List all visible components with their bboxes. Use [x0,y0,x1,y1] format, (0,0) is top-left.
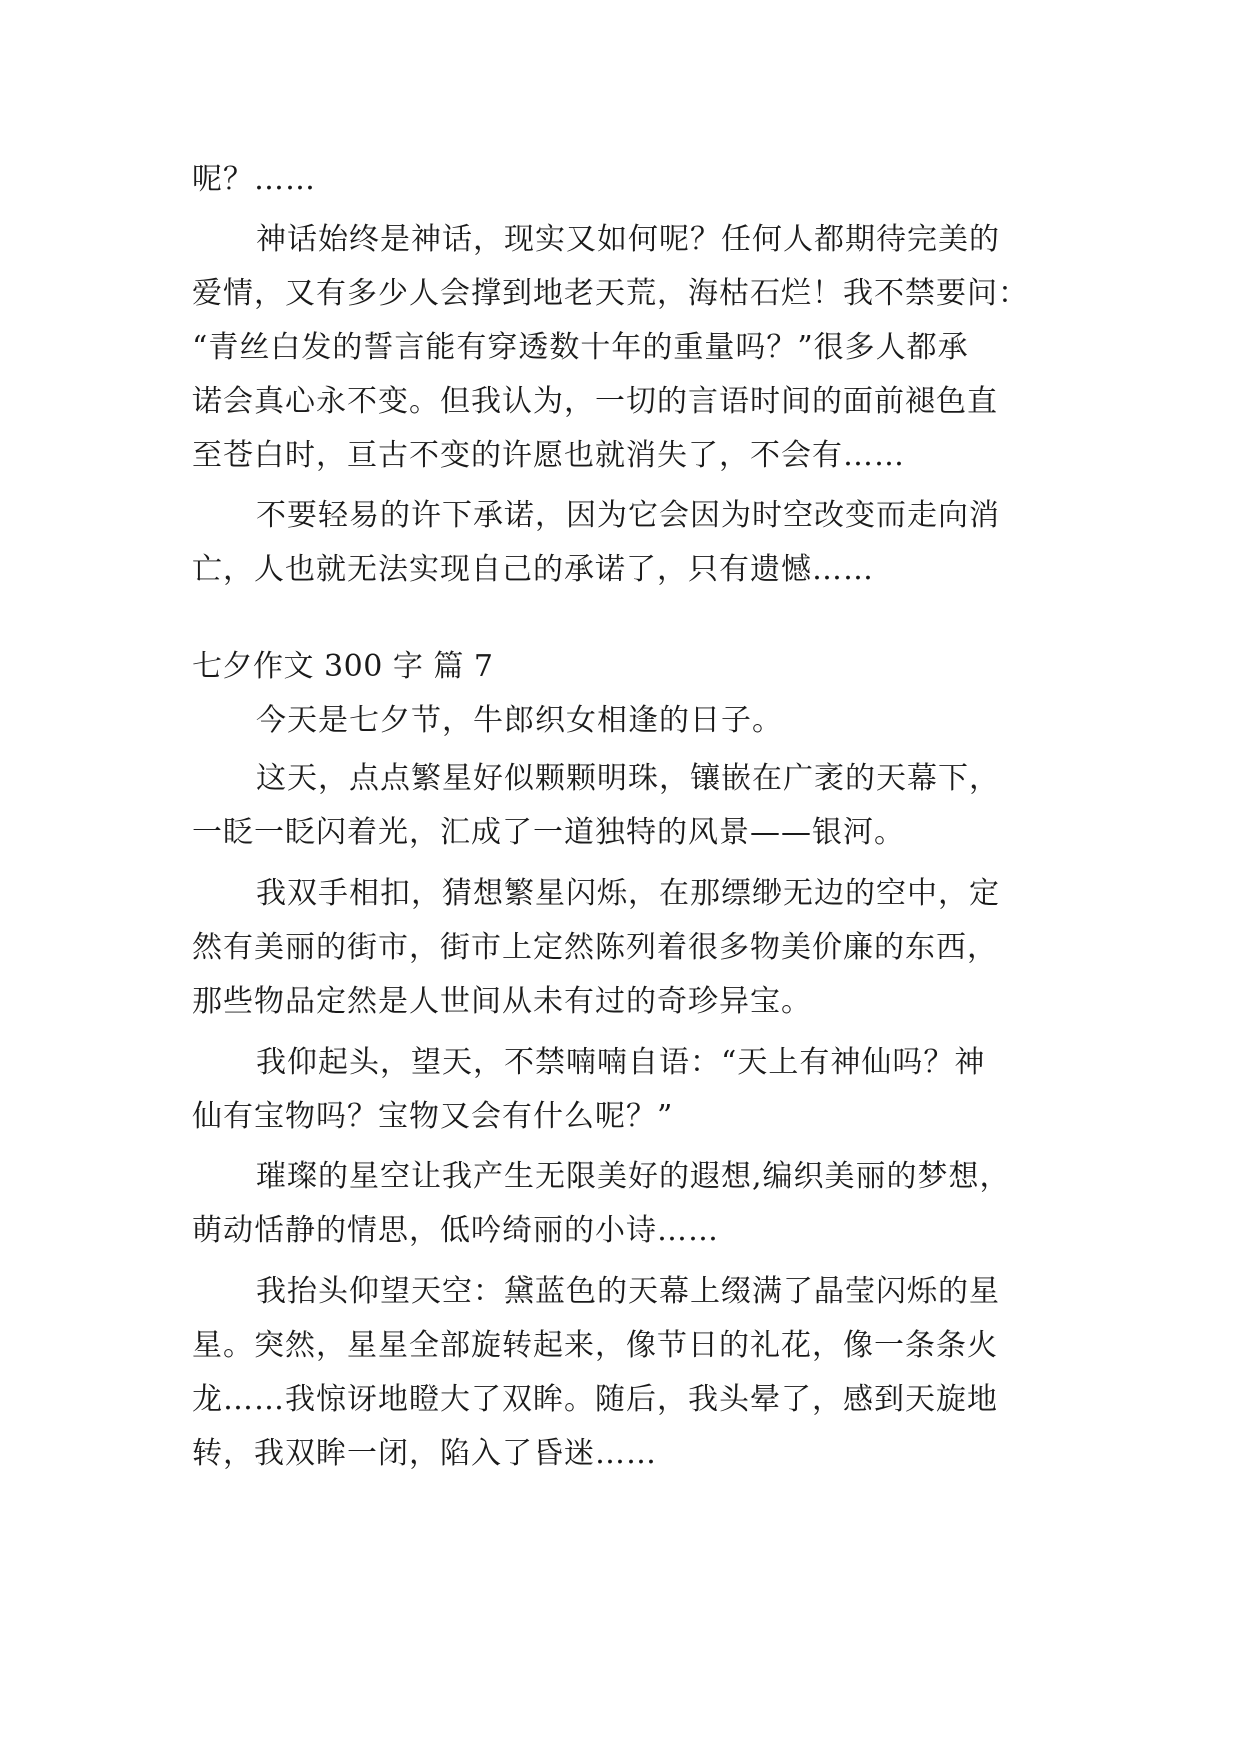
paragraph-first-line [0,491,1241,541]
text-line [0,1092,1241,1142]
text-line [0,1375,1241,1425]
line-text: 诺会真心永不变。但我认为，一切的言语时间的面前褪色直 [192,384,998,419]
text-line [0,269,1241,319]
line-text: 这天，点点繁星好似颗颗明珠，镶嵌在广袤的天幕下， [256,761,1000,796]
line-text: 一眨一眨闪着光，汇成了一道独特的风景——银河。 [192,815,905,850]
section-heading-text: 七夕作文 300 字 篇 7 [192,649,494,684]
line-text: 不要轻易的许下承诺，因为它会因为时空改变而走向消 [256,498,1000,533]
line-text: 今天是七夕节，牛郎织女相逢的日子。 [256,703,783,738]
line-text: 至苍白时，亘古不变的许愿也就消失了，不会有…… [192,438,905,473]
text-line [0,1429,1241,1479]
line-text: 转，我双眸一闭，陷入了昏迷…… [192,1436,657,1471]
line-text: 璀璨的星空让我产生无限美好的遐想,编织美丽的梦想， [256,1159,1011,1194]
paragraph-first-line [0,1152,1241,1202]
line-text: 仙有宝物吗？宝物又会有什么呢？” [192,1099,674,1134]
text-line [0,923,1241,973]
line-text: 我双手相扣，猜想繁星闪烁，在那缥缈无边的空中，定 [256,876,1000,911]
line-text: 呢？…… [192,162,316,197]
line-text: 爱情，又有多少人会撑到地老天荒，海枯石烂！我不禁要问： [192,276,1029,311]
line-text: 那些物品定然是人世间从未有过的奇珍异宝。 [192,984,812,1019]
text-line [0,377,1241,427]
paragraph-first-line [0,1267,1241,1317]
line-text: 我仰起头，望天，不禁喃喃自语：“天上有神仙吗？神 [256,1045,986,1080]
paragraph-first-line [0,869,1241,919]
paragraph-first-line [0,1038,1241,1088]
text-line [0,323,1241,373]
line-text: 我抬头仰望天空：黛蓝色的天幕上缀满了晶莹闪烁的星 [256,1274,1000,1309]
text-line [0,155,1241,205]
line-text: 亡，人也就无法实现自己的承诺了，只有遗憾…… [192,552,874,587]
text-line [0,977,1241,1027]
text-line [0,808,1241,858]
text-line [0,431,1241,481]
text-line [0,1206,1241,1256]
paragraph-first-line [0,215,1241,265]
line-text: 萌动恬静的情思，低吟绮丽的小诗…… [192,1213,719,1248]
line-text: 然有美丽的街市，街市上定然陈列着很多物美价廉的东西， [192,930,998,965]
text-line [0,545,1241,595]
line-text: 星。突然，星星全部旋转起来，像节日的礼花，像一条条火 [192,1328,998,1363]
line-text: 龙……我惊讶地瞪大了双眸。随后，我头晕了，感到天旋地 [192,1382,998,1417]
paragraph-first-line [0,696,1241,746]
line-text: 神话始终是神话，现实又如何呢？任何人都期待完美的 [256,222,1000,257]
line-text: “青丝白发的誓言能有穿透数十年的重量吗？”很多人都承 [192,330,969,365]
text-line [0,1321,1241,1371]
section-heading [0,642,1241,692]
paragraph-first-line [0,754,1241,804]
